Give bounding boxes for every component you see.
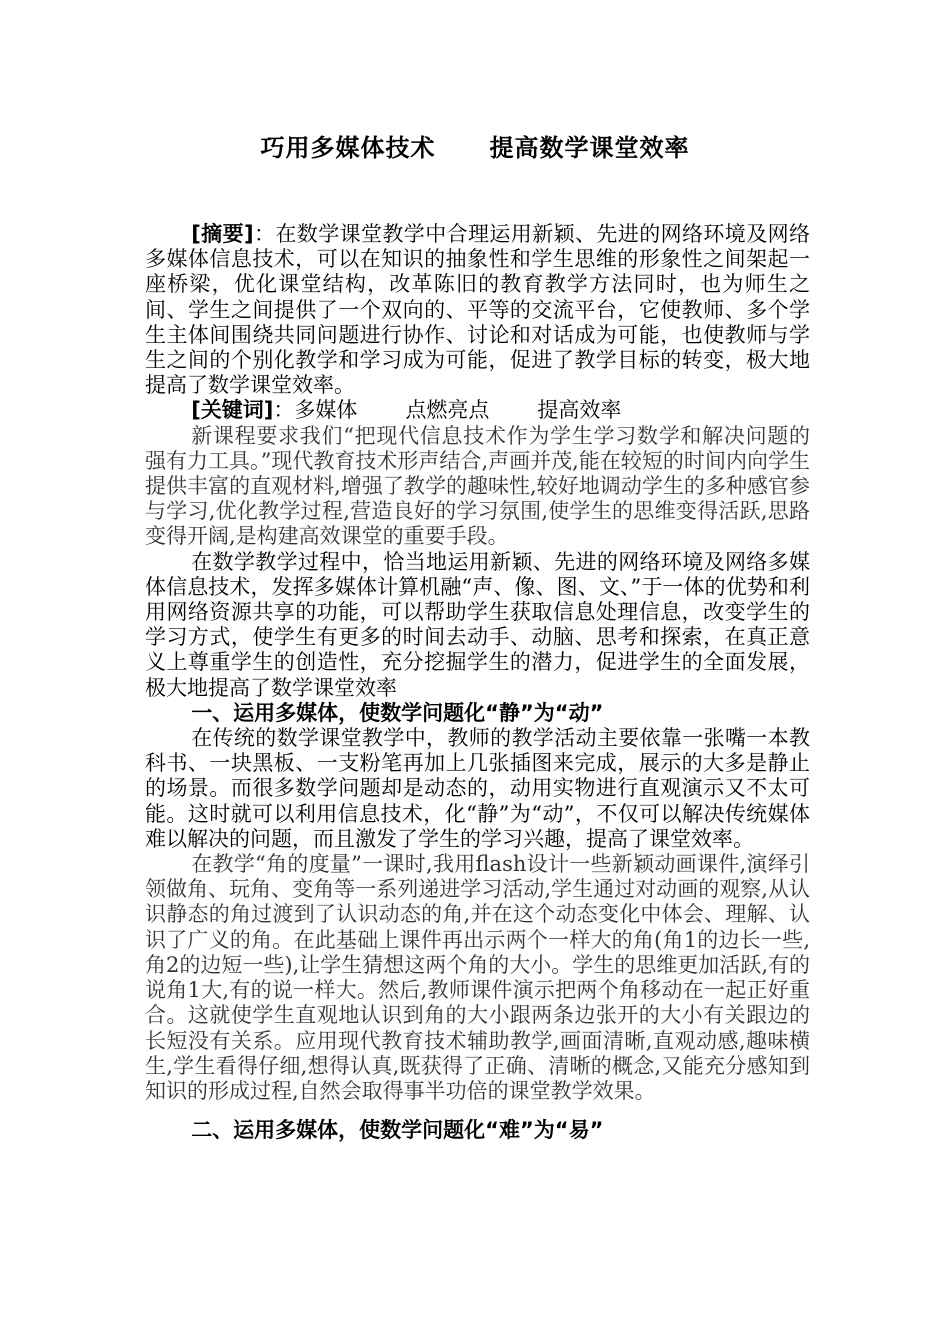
section-1-paragraph-1: 在传统的数学课堂教学中，教师的教学活动主要依靠一张嘴一本教科书、一块黑板、一支粉笔再加上几张插图来完成，展示的大多是静止的场景。而很多数学问题却是动态的，动用实物进行直观演示又不太可能。这时就可以利用信息技术，化“静”为“动”，不仅可以解决传统媒体难以解决的问题，而且激发了学生的学习兴趣，提高了课堂效率。 bbox=[145, 726, 810, 851]
keywords-colon: ： bbox=[273, 398, 295, 423]
abstract-label: [摘要] bbox=[191, 222, 254, 246]
keyword-1: 多媒体 bbox=[294, 398, 358, 423]
keywords-label: [关键词] bbox=[191, 398, 274, 423]
abstract-paragraph bbox=[145, 222, 810, 398]
section-2-heading: 二、运用多媒体，使数学问题化“难”为“易” bbox=[191, 1118, 604, 1143]
keyword-3: 提高效率 bbox=[537, 398, 622, 423]
title-part-1: 巧用多媒体技术 bbox=[260, 134, 436, 162]
page-title bbox=[0, 128, 950, 163]
keyword-2: 点燃亮点 bbox=[405, 398, 490, 423]
intro-paragraph-2: 在数学教学过程中，恰当地运用新颖、先进的网络环境及网络多媒体信息技术，发挥多媒体计算机融“声、像、图、文、”于一体的优势和利用网络资源共享的功能，可以帮助学生获取信息处理信息，改变学生的学习方式，使学生有更多的时间去动手、动脑、思考和探索，在真正意义上尊重学生的创造性，充分挖掘学生的潜力，促进学生的全面发展，极大地提高了数学课堂效率 bbox=[145, 549, 810, 700]
document-body bbox=[145, 222, 810, 1143]
section-1-paragraph-2: 在教学“角的度量”一课时,我用flash设计一些新颖动画课件,演绎引领做角、玩角、变角等一系列递进学习活动,学生通过对动画的观察,从认识静态的角过渡到了认识动态的角,并在这个动态变化中体会、理解、认识了广义的角。在此基础上课件再出示两个一样大的角(角1的边长一些,角2的边短一些),让学生猜想这两个角的大小。学生的思维更加活跃,有的说角1大,有的说一样大。然后,教师课件演示把两个角移动在一起正好重合。这就使学生直观地认识到角的大小跟两条边张开的大小有关跟边的长短没有关系。应用现代教育技术辅助教学,画面清晰,直观动感,趣味横生,学生看得仔细,想得认真,既获得了正确、清晰的概念,又能充分感知到知识的形成过程,自然会取得事半功倍的课堂教学效果。 bbox=[145, 852, 810, 1103]
abstract-text: ：在数学课堂教学中合理运用新颖、先进的网络环境及网络多媒体信息技术，可以在知识的抽象性和学生思维的形象性之间架起一座桥梁，优化课堂结构，改革陈旧的教育教学方法同时，也为师生之间、学生之间提供了一个双向的、平等的交流平台，它使教师、多个学生主体间围绕共同问题进行协作、讨论和对话成为可能，也使教师与学生之间的个别化教学和学习成为可能，促进了教学目标的转变，极大地提高了数学课堂效率。 bbox=[145, 222, 810, 398]
intro-paragraph-1: 新课程要求我们“把现代信息技术作为学生学习数学和解决问题的强有力工具。”现代教育技术形声结合,声画并茂,能在较短的时间内向学生提供丰富的直观材料,增强了教学的趣味性,较好地调动学生的多种感官参与学习,优化教学过程,营造良好的学习氛围,使学生的思维变得活跃,思路变得开阔,是构建高效课堂的重要手段。 bbox=[145, 423, 810, 549]
keywords-paragraph bbox=[145, 398, 810, 423]
title-part-2: 提高数学课堂效率 bbox=[489, 134, 690, 162]
section-1-heading: 一、运用多媒体，使数学问题化“静”为“动” bbox=[191, 700, 604, 725]
